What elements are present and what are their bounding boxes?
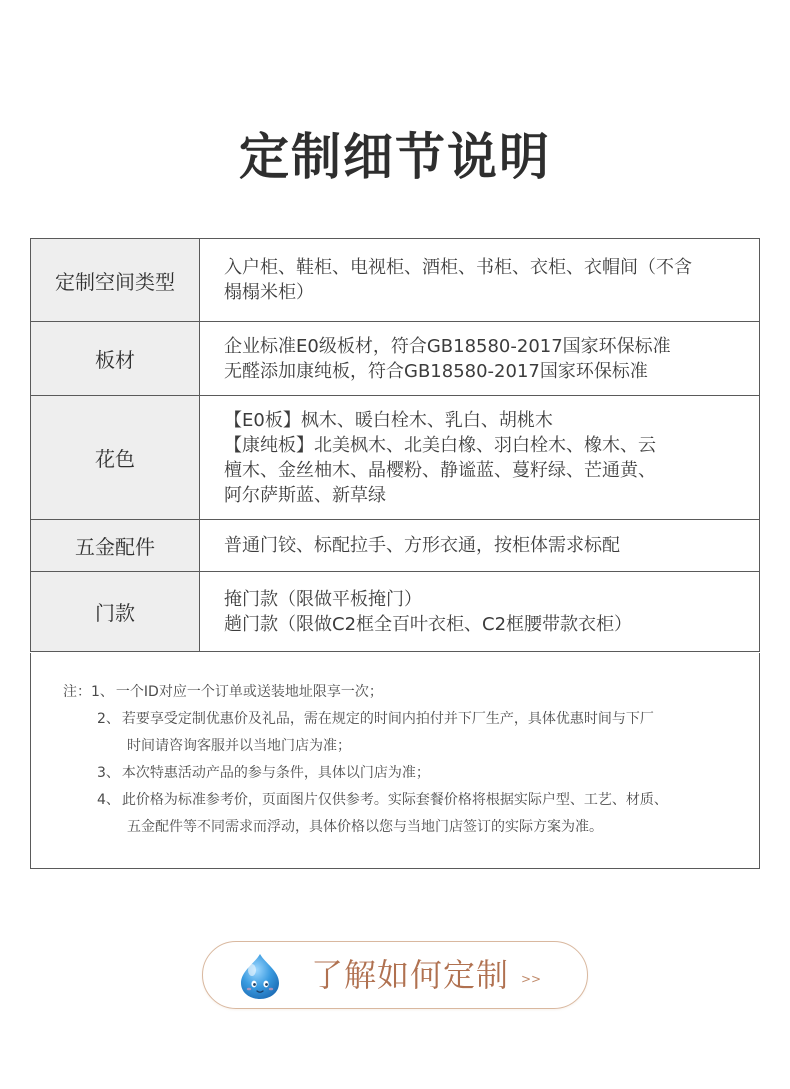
row-value [200,239,760,322]
notes-prefix: 注： [63,684,91,700]
note-continuation: 时间请咨询客服并以当地门店为准； [127,738,351,754]
value-line: 掩门款（限做平板掩门） [224,588,422,610]
row-value [200,322,760,396]
row-value [200,520,760,572]
row-label: 定制空间类型 [31,239,200,322]
table-row [31,239,760,322]
row-label: 花色 [31,396,200,520]
chevron-right-icon: >> [521,972,542,986]
note-text: 此价格为标准参考价，页面图片仅供参考。实际套餐价格将根据实际户型、工艺、材质、 [121,792,668,808]
row-value [200,396,760,520]
spec-table [30,238,760,652]
table-row [31,322,760,396]
water-drop-mascot-icon [235,951,285,1001]
row-label: 五金配件 [31,520,200,572]
value-line: 普通门铰、标配拉手、方形衣通，按柜体需求标配 [224,535,620,556]
table-row [31,572,760,652]
value-line: 入户柜、鞋柜、电视柜、酒柜、书柜、衣柜、衣帽间（不含 [224,257,692,278]
note-item [97,760,430,787]
value-line: 榻榻米柜） [224,282,314,303]
note-item [97,787,747,814]
note-text: 一个ID对应一个订单或送装地址限享一次； [115,684,383,700]
value-line: 企业标准E0级板材，符合GB18580-2017国家环保标准 [224,335,671,357]
value-line: 【E0板】枫木、暖白栓木、乳白、胡桃木 [224,409,553,431]
table-row [31,396,760,520]
note-text: 若要享受定制优惠价及礼品，需在规定的时间内拍付并下厂生产，具体优惠时间与下厂 [121,711,654,727]
notes-box [30,653,760,869]
page-title: 定制细节说明 [239,128,551,186]
note-number: 2、 [97,711,120,727]
note-number: 4、 [97,792,120,808]
note-continuation: 五金配件等不同需求而浮动，具体价格以您与当地门店签订的实际方案为准。 [127,819,603,835]
note-item [97,706,747,733]
cta-label: 了解如何定制 [311,956,510,994]
row-label: 板材 [31,322,200,396]
value-line: 无醛添加康纯板，符合GB18580-2017国家环保标准 [224,360,648,382]
note-number: 1、 [91,684,114,700]
value-line: 趟门款（限做C2框全百叶衣柜、C2框腰带款衣柜） [224,613,633,635]
learn-customization-button[interactable] [202,941,588,1009]
row-value [200,572,760,652]
value-line: 檀木、金丝柚木、晶樱粉、静谧蓝、蔓籽绿、芒通黄、 [224,459,656,481]
table-row [31,520,760,572]
note-text: 本次特惠活动产品的参与条件，具体以门店为准； [121,765,430,781]
value-line: 阿尔萨斯蓝、新草绿 [224,484,386,506]
row-label: 门款 [31,572,200,652]
note-number: 3、 [97,765,120,781]
note-item [63,679,383,706]
value-line: 【康纯板】北美枫木、北美白橡、羽白栓木、橡木、云 [224,434,656,456]
